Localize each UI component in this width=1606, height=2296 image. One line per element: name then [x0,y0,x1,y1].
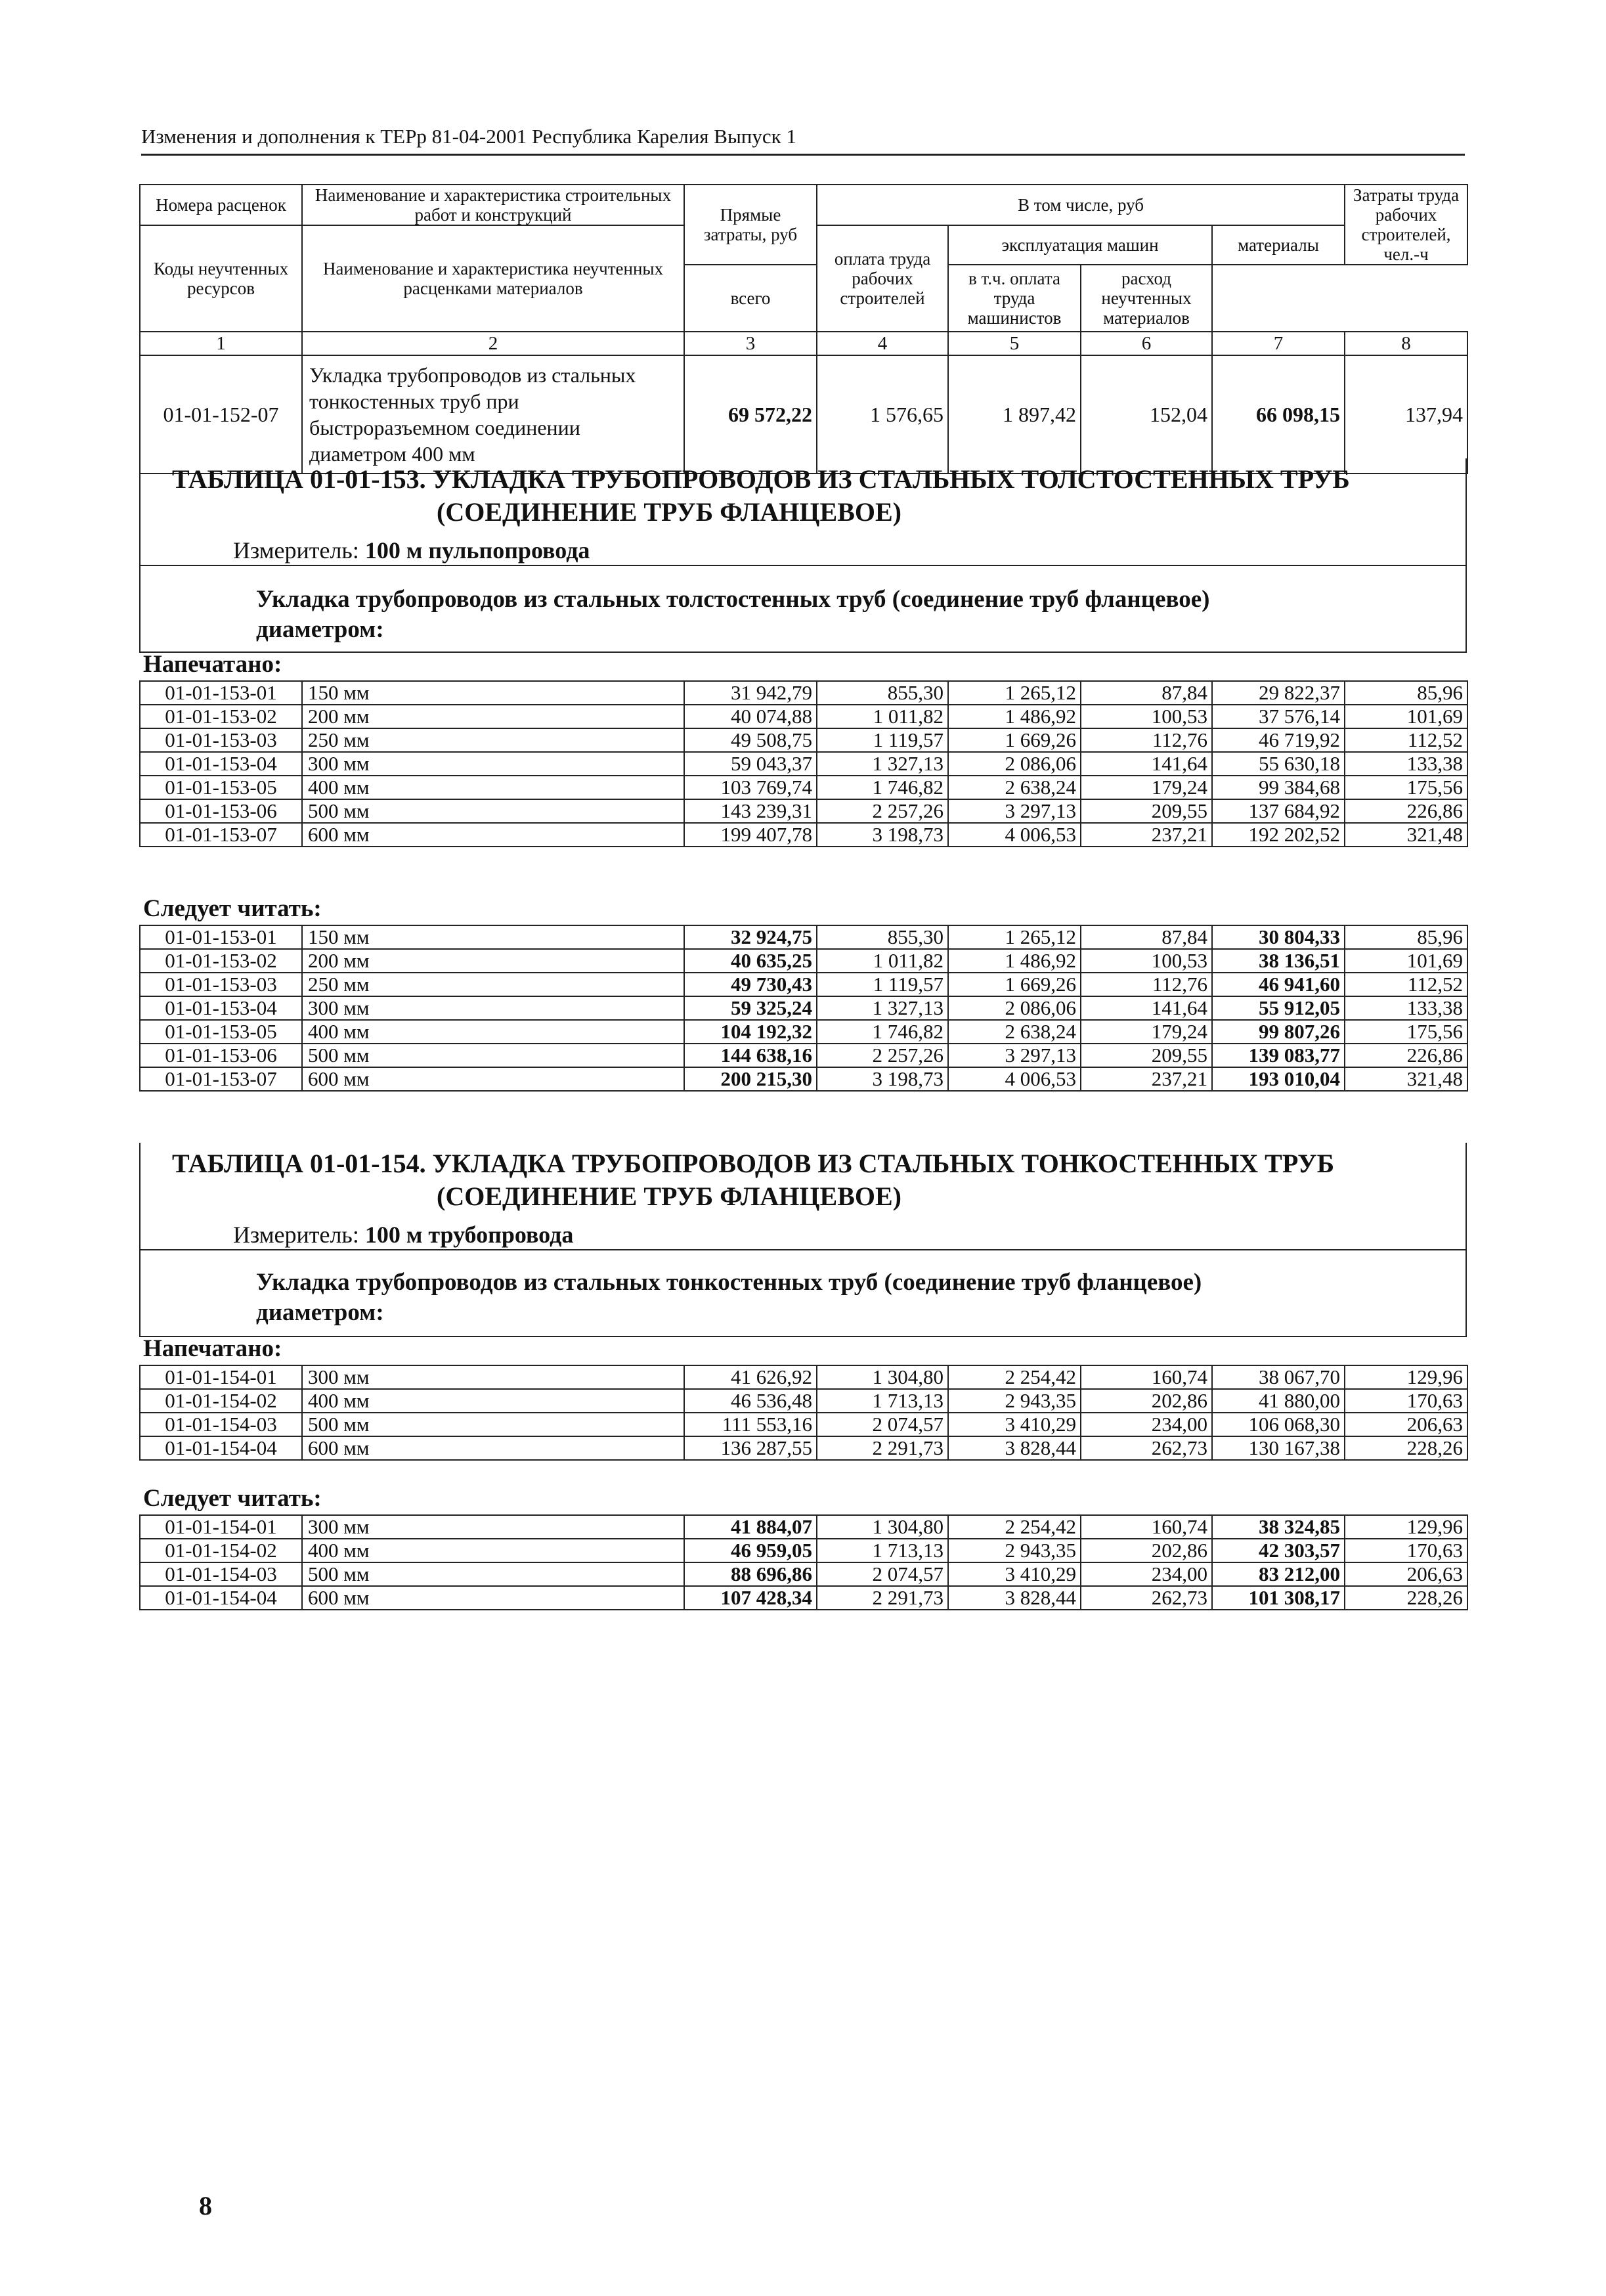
running-header: Изменения и дополнения к ТЕРр 81-04-2001 Республика Карелия Выпуск 1 [141,125,796,148]
labor-pay: 2 074,57 [817,1413,948,1436]
table-row [140,1586,1467,1610]
direct-costs: 41 626,92 [684,1365,817,1389]
diameter: 300 мм [302,752,684,776]
labor-pay: 1 713,13 [817,1389,948,1413]
materials: 46 719,92 [1212,728,1345,752]
labor-hours: 228,26 [1345,1436,1467,1460]
labor-hours: 133,38 [1345,996,1467,1020]
machine-total: 3 828,44 [948,1586,1081,1610]
materials: 30 804,33 [1212,925,1345,949]
diameter: 400 мм [302,1389,684,1413]
labor-hours: 85,96 [1345,925,1467,949]
table-row [140,705,1467,728]
table-row [140,1562,1467,1586]
table-153-description [256,585,1209,645]
labor-hours: 226,86 [1345,799,1467,823]
diameter: 600 мм [302,1436,684,1460]
diameter: 600 мм [302,823,684,847]
header-total: всего [684,265,817,332]
materials: 38 324,85 [1212,1515,1345,1539]
labor-hours: 228,26 [1345,1586,1467,1610]
page-number: 8 [199,2191,212,2220]
machine-total: 3 297,13 [948,799,1081,823]
materials: 38 067,70 [1212,1365,1345,1389]
machine-total: 3 410,29 [948,1562,1081,1586]
materials: 38 136,51 [1212,949,1345,973]
direct-costs: 40 635,25 [684,949,817,973]
table-row [140,1436,1467,1460]
header-work-name: Наименование и характеристика строительных работ и конструкций [302,185,684,225]
machine-total: 3 410,29 [948,1413,1081,1436]
header-including: В том числе, руб [817,185,1345,225]
column-number: 8 [1345,332,1467,355]
labor-hours: 101,69 [1345,705,1467,728]
operator-pay: 202,86 [1081,1539,1212,1562]
labor-hours: 175,56 [1345,776,1467,799]
operator-pay: 237,21 [1081,823,1212,847]
table-153-corrected [139,925,1468,1092]
diameter: 300 мм [302,1515,684,1539]
rate-code: 01-01-154-04 [140,1436,302,1460]
direct-costs: 104 192,32 [684,1020,817,1044]
rate-code: 01-01-154-03 [140,1562,302,1586]
machine-total: 1 486,92 [948,705,1081,728]
machine-total: 2 086,06 [948,752,1081,776]
operator-pay: 262,73 [1081,1586,1212,1610]
table-row [140,752,1467,776]
machine-total: 3 297,13 [948,1044,1081,1067]
operator-pay: 100,53 [1081,949,1212,973]
header-machine-operation: эксплуатация машин [948,225,1212,265]
labor-pay: 1 327,13 [817,752,948,776]
materials: 192 202,52 [1212,823,1345,847]
operator-pay: 202,86 [1081,1389,1212,1413]
materials: 29 822,37 [1212,681,1345,705]
table-row [140,973,1467,996]
diameter: 150 мм [302,925,684,949]
diameter: 300 мм [302,1365,684,1389]
machine-total: 1 265,12 [948,681,1081,705]
diameter: 500 мм [302,1413,684,1436]
rate-code: 01-01-153-03 [140,728,302,752]
table-154-subtitle: (СОЕДИНЕНИЕ ТРУБ ФЛАНЦЕВОЕ) [437,1181,901,1211]
operator-pay: 237,21 [1081,1067,1212,1091]
machine-total: 2 638,24 [948,1020,1081,1044]
direct-costs: 136 287,55 [684,1436,817,1460]
machine-total: 2 086,06 [948,996,1081,1020]
unit-label: Измеритель: [233,537,359,563]
table-row [140,1365,1467,1389]
table-row [140,1067,1467,1091]
labor-hours: 129,96 [1345,1365,1467,1389]
direct-costs: 144 638,16 [684,1044,817,1067]
direct-costs: 59 043,37 [684,752,817,776]
header-labor-pay: оплата труда рабочих строителей [817,225,948,332]
direct-costs: 40 074,88 [684,705,817,728]
table-154-printed-label: Напечатано: [143,1335,282,1362]
machine-total: 2 943,35 [948,1389,1081,1413]
table-154-unit [233,1222,573,1248]
operator-pay: 160,74 [1081,1365,1212,1389]
labor-pay: 2 291,73 [817,1436,948,1460]
labor-pay: 2 257,26 [817,799,948,823]
rate-code: 01-01-154-03 [140,1413,302,1436]
materials: 137 684,92 [1212,799,1345,823]
unit-value: 100 м трубопровода [364,1222,574,1248]
machine-total: 3 828,44 [948,1436,1081,1460]
column-number: 1 [140,332,302,355]
rate-code: 01-01-153-04 [140,996,302,1020]
materials: 101 308,17 [1212,1586,1345,1610]
direct-costs: 200 215,30 [684,1067,817,1091]
direct-costs: 69 572,22 [684,355,817,474]
column-header-table [139,184,1468,474]
header-direct-costs: Прямые затраты, руб [684,185,817,265]
labor-pay: 855,30 [817,925,948,949]
materials: 99 384,68 [1212,776,1345,799]
table-row-152-07 [140,355,1467,474]
labor-hours: 133,38 [1345,752,1467,776]
operator-pay: 87,84 [1081,681,1212,705]
labor-pay: 1 304,80 [817,1365,948,1389]
labor-pay: 1 011,82 [817,705,948,728]
table-153-printed-label: Напечатано: [143,651,282,678]
description-line: диаметром: [256,616,384,643]
rate-code: 01-01-153-07 [140,1067,302,1091]
header-resource-codes: Коды неучтенных ресурсов [140,225,302,332]
rate-code: 01-01-153-05 [140,776,302,799]
labor-pay: 1 576,65 [817,355,948,474]
column-number: 2 [302,332,684,355]
machine-total: 1 897,42 [948,355,1081,474]
direct-costs: 111 553,16 [684,1413,817,1436]
direct-costs: 31 942,79 [684,681,817,705]
machine-total: 4 006,53 [948,823,1081,847]
diameter: 600 мм [302,1067,684,1091]
labor-pay: 1 119,57 [817,728,948,752]
rate-code: 01-01-154-02 [140,1539,302,1562]
direct-costs: 143 239,31 [684,799,817,823]
table-row [140,1020,1467,1044]
operator-pay: 152,04 [1081,355,1212,474]
operator-pay: 234,00 [1081,1413,1212,1436]
labor-hours: 206,63 [1345,1562,1467,1586]
machine-total: 1 669,26 [948,728,1081,752]
materials: 42 303,57 [1212,1539,1345,1562]
labor-pay: 2 074,57 [817,1562,948,1586]
diameter: 400 мм [302,776,684,799]
column-number: 6 [1081,332,1212,355]
labor-pay: 1 746,82 [817,776,948,799]
table-row [140,1413,1467,1436]
table-row [140,681,1467,705]
rate-code: 01-01-152-07 [140,355,302,474]
operator-pay: 179,24 [1081,1020,1212,1044]
table-row [140,776,1467,799]
operator-pay: 209,55 [1081,1044,1212,1067]
labor-pay: 1 713,13 [817,1539,948,1562]
table-row [140,1515,1467,1539]
diameter: 200 мм [302,705,684,728]
materials: 55 912,05 [1212,996,1345,1020]
table-154-printed [139,1365,1468,1461]
machine-total: 1 669,26 [948,973,1081,996]
machine-total: 2 638,24 [948,776,1081,799]
header-rule [141,154,1465,156]
header-unaccounted-materials: расход неучтенных материалов [1081,265,1212,332]
labor-hours: 112,52 [1345,973,1467,996]
direct-costs: 46 959,05 [684,1539,817,1562]
rate-code: 01-01-153-01 [140,925,302,949]
table-154-corrected-label: Следует читать: [143,1485,322,1512]
direct-costs: 41 884,07 [684,1515,817,1539]
column-number: 3 [684,332,817,355]
materials: 83 212,00 [1212,1562,1345,1586]
labor-pay: 1 119,57 [817,973,948,996]
materials: 130 167,38 [1212,1436,1345,1460]
diameter: 500 мм [302,1562,684,1586]
labor-hours: 206,63 [1345,1413,1467,1436]
rate-code: 01-01-154-01 [140,1365,302,1389]
table-154-description [256,1268,1202,1328]
operator-pay: 234,00 [1081,1562,1212,1586]
direct-costs: 199 407,78 [684,823,817,847]
labor-hours: 321,48 [1345,823,1467,847]
machine-total: 1 486,92 [948,949,1081,973]
diameter: 600 мм [302,1586,684,1610]
diameter: 400 мм [302,1020,684,1044]
direct-costs: 32 924,75 [684,925,817,949]
operator-pay: 160,74 [1081,1515,1212,1539]
labor-hours: 170,63 [1345,1539,1467,1562]
description-line: Укладка трубопроводов из стальных толстостенных труб (соединение труб фланцевое) [256,586,1210,613]
operator-pay: 112,76 [1081,728,1212,752]
table-row [140,1044,1467,1067]
diameter: 500 мм [302,799,684,823]
machine-total: 2 254,42 [948,1365,1081,1389]
direct-costs: 107 428,34 [684,1586,817,1610]
rate-code: 01-01-154-01 [140,1515,302,1539]
direct-costs: 49 508,75 [684,728,817,752]
description-line: диаметром: [256,1299,384,1326]
materials: 55 630,18 [1212,752,1345,776]
labor-hours: 129,96 [1345,1515,1467,1539]
labor-hours: 85,96 [1345,681,1467,705]
table-row [140,728,1467,752]
diameter: 500 мм [302,1044,684,1067]
labor-hours: 137,94 [1345,355,1467,474]
table-row [140,823,1467,847]
table-153-printed [139,680,1468,847]
direct-costs: 59 325,24 [684,996,817,1020]
header-operator-pay: в т.ч. оплата труда машинистов [948,265,1081,332]
labor-hours: 112,52 [1345,728,1467,752]
header-materials: материалы [1212,225,1345,265]
materials: 46 941,60 [1212,973,1345,996]
materials: 37 576,14 [1212,705,1345,728]
rate-code: 01-01-153-07 [140,823,302,847]
table-row [140,925,1467,949]
table-row [140,799,1467,823]
diameter: 150 мм [302,681,684,705]
direct-costs: 103 769,74 [684,776,817,799]
operator-pay: 141,64 [1081,752,1212,776]
labor-hours: 321,48 [1345,1067,1467,1091]
labor-hours: 101,69 [1345,949,1467,973]
labor-pay: 855,30 [817,681,948,705]
machine-total: 2 943,35 [948,1539,1081,1562]
operator-pay: 262,73 [1081,1436,1212,1460]
rate-code: 01-01-153-06 [140,799,302,823]
labor-hours: 170,63 [1345,1389,1467,1413]
work-name: Укладка трубопроводов из стальных тонкостенных труб при быстроразъемном соединении диаметром 400 мм [302,355,684,474]
table-row [140,996,1467,1020]
labor-pay: 2 257,26 [817,1044,948,1067]
rate-code: 01-01-154-02 [140,1389,302,1413]
column-number: 5 [948,332,1081,355]
direct-costs: 46 536,48 [684,1389,817,1413]
labor-pay: 2 291,73 [817,1586,948,1610]
labor-pay: 1 746,82 [817,1020,948,1044]
rate-code: 01-01-153-03 [140,973,302,996]
operator-pay: 87,84 [1081,925,1212,949]
materials: 41 880,00 [1212,1389,1345,1413]
labor-pay: 1 327,13 [817,996,948,1020]
diameter: 400 мм [302,1539,684,1562]
materials: 106 068,30 [1212,1413,1345,1436]
table-row [140,1539,1467,1562]
operator-pay: 179,24 [1081,776,1212,799]
header-rate-numbers: Номера расценок [140,185,302,225]
materials: 139 083,77 [1212,1044,1345,1067]
operator-pay: 141,64 [1081,996,1212,1020]
machine-total: 1 265,12 [948,925,1081,949]
table-153-corrected-label: Следует читать: [143,895,322,922]
table-row [140,949,1467,973]
unit-value: 100 м пульпопровода [364,537,590,563]
column-number: 7 [1212,332,1345,355]
rate-code: 01-01-153-01 [140,681,302,705]
table-153-subtitle: (СОЕДИНЕНИЕ ТРУБ ФЛАНЦЕВОЕ) [437,497,901,527]
column-number: 4 [817,332,948,355]
materials: 193 010,04 [1212,1067,1345,1091]
rate-code: 01-01-153-05 [140,1020,302,1044]
rate-code: 01-01-153-02 [140,705,302,728]
operator-pay: 112,76 [1081,973,1212,996]
labor-hours: 226,86 [1345,1044,1467,1067]
operator-pay: 100,53 [1081,705,1212,728]
labor-pay: 1 011,82 [817,949,948,973]
rate-code: 01-01-154-04 [140,1586,302,1610]
materials: 99 807,26 [1212,1020,1345,1044]
table-154-corrected [139,1514,1468,1610]
machine-total: 2 254,42 [948,1515,1081,1539]
labor-hours: 175,56 [1345,1020,1467,1044]
operator-pay: 209,55 [1081,799,1212,823]
direct-costs: 49 730,43 [684,973,817,996]
direct-costs: 88 696,86 [684,1562,817,1586]
labor-pay: 1 304,80 [817,1515,948,1539]
rate-code: 01-01-153-06 [140,1044,302,1067]
diameter: 200 мм [302,949,684,973]
rate-code: 01-01-153-02 [140,949,302,973]
table-153-unit [233,537,590,563]
diameter: 250 мм [302,973,684,996]
header-resource-name: Наименование и характеристика неучтенных расценками материалов [302,225,684,332]
table-154-title: ТАБЛИЦА 01-01-154. УКЛАДКА ТРУБОПРОВОДОВ ИЗ СТАЛЬНЫХ ТОНКОСТЕННЫХ ТРУБ [172,1149,1335,1178]
rate-code: 01-01-153-04 [140,752,302,776]
unit-label: Измеритель: [233,1222,359,1248]
materials: 66 098,15 [1212,355,1345,474]
machine-total: 4 006,53 [948,1067,1081,1091]
diameter: 250 мм [302,728,684,752]
labor-pay: 3 198,73 [817,823,948,847]
table-153-title: ТАБЛИЦА 01-01-153. УКЛАДКА ТРУБОПРОВОДОВ ИЗ СТАЛЬНЫХ ТОЛСТОСТЕННЫХ ТРУБ [172,464,1350,494]
diameter: 300 мм [302,996,684,1020]
labor-pay: 3 198,73 [817,1067,948,1091]
description-line: Укладка трубопроводов из стальных тонкостенных труб (соединение труб фланцевое) [256,1269,1202,1296]
header-labor-costs: Затраты труда рабочих строителей, чел.-ч [1345,185,1467,265]
table-row [140,1389,1467,1413]
